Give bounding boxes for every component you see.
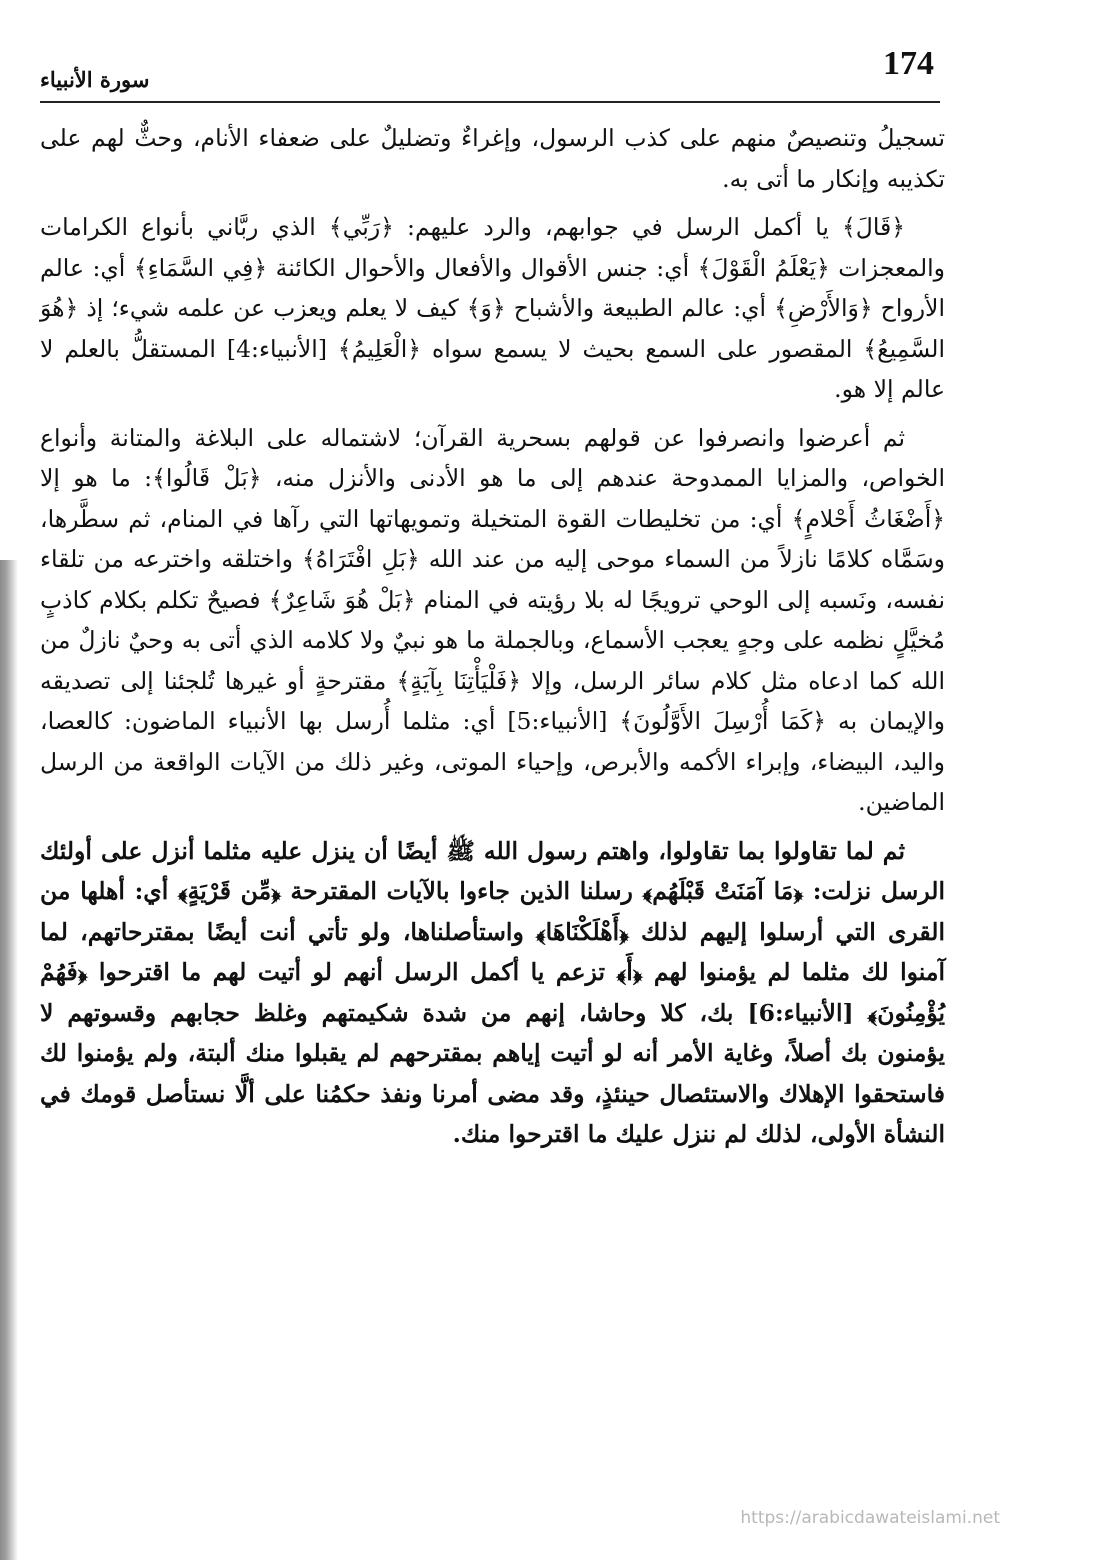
paragraph-2: ﴿قَالَ﴾ يا أكمل الرسل في جوابهم، والرد عليهم: ﴿رَبِّي﴾ الذي ربَّاني بأنواع الكرامات والمعجزات ﴿يَعْلَمُ الْقَوْلَ﴾ أي: جنس الأقوال والأفعال والأحوال الكائنة ﴿فِي السَّمَاءِ﴾ أي: عالم الأرواح ﴿وَالأَرْضِ﴾ أي: عالم الطبيعة والأشباح ﴿وَ﴾ كيف لا يعلم ويعزب عن علمه شيء؛ إذ ﴿هُوَ السَّمِيعُ﴾ المقصور على السمع بحيث لا يسمع سواه ﴿الْعَلِيمُ﴾ [الأنبياء:4] المستقلُّ بالعلم لا عالم إلا هو. xyxy=(40,213,945,403)
paragraph-3: ثم أعرضوا وانصرفوا عن قولهم بسحرية القرآن؛ لاشتماله على البلاغة والمتانة وأنواع الخواص، والمزايا الممدوحة عندهم إلى ما هو الأدنى والأنزل منه، ﴿بَلْ قَالُوا﴾: ما هو إلا ﴿أَضْغَاثُ أَحْلامٍ﴾ أي: من تخليطات القوة المتخيلة وتمويهاتها التي رآها في المنام، ثم سطَّرها، وسَمَّاه كلامًا نازلاً من السماء موحى إليه من عند الله ﴿بَلِ افْتَرَاهُ﴾ واختلقه واخترعه من تلقاء نفسه، ونَسبه إلى الوحي ترويجًا له بلا رؤيته في المنام ﴿بَلْ هُوَ شَاعِرٌ﴾ فصيحٌ تكلم بكلام كاذبٍ مُخيَّلٍ نظمه على وجهٍ يعجب الأسماع، وبالجملة ما هو نبيٌ ولا كلامه الذي أتى به وحيٌ نازلٌ من الله كما ادعاه مثل كلام سائر الرسل، وإلا ﴿فَلْيَأْتِنَا بِآيَةٍ﴾ مقترحةٍ أو غيرها تُلجئنا إلى تصديقه والإيمان به ﴿كَمَا أُرْسِلَ الأَوَّلُونَ﴾ [الأنبياء:5] أي: مثلما أُرسل بها الأنبياء الماضون: كالعصا، واليد، البيضاء، وإبراء الأكمه والأبرص، وإحياء الموتى، وغير ذلك من الآيات الواقعة من الرسل الماضين. xyxy=(40,423,945,816)
page-number: 174 xyxy=(883,45,934,82)
page-body xyxy=(40,118,945,1163)
paragraph-1: تسجيلُ وتنصيصٌ منهم على كذب الرسول، وإغراءٌ وتضليلٌ على ضعفاء الأنام، وحثٌّ لهم على تكذيبه وإنكار ما أتى به. xyxy=(40,124,945,193)
watermark-url: https://arabicdawateislami.net xyxy=(740,1508,1000,1528)
page-header xyxy=(40,45,940,103)
paragraph-4: ثم لما تقاولوا بما تقاولوا، واهتم رسول الله ﷺ أيضًا أن ينزل عليه مثلما أنزل على أولئك الرسل نزلت: ﴿مَا آمَنَتْ قَبْلَهُم﴾ رسلنا الذين جاءوا بالآيات المقترحة ﴿مِّن قَرْيَةٍ﴾ أي: أهلها من القرى التي أرسلوا إليهم لذلك ﴿أَهْلَكْنَاهَا﴾ واستأصلناها، ولو تأتي أنت أيضًا بمقترحاتهم، لما آمنوا لك مثلما لم يؤمنوا لهم ﴿أَ﴾ تزعم يا أكمل الرسل أنهم لو أتيت لهم ما اقترحوا ﴿فَهُمْ يُؤْمِنُونَ﴾ [الأنبياء:6] بك، كلا وحاشا، إنهم من شدة شكيمتهم وغلظ حجابهم وقسوتهم لا يؤمنون بك أصلاً، وغاية الأمر أنه لو أتيت إياهم بمقترحهم لم يقبلوا منك ألبتة، ولم يؤمنوا لك فاستحقوا الإهلاك والاستئصال حينئذٍ، وقد مضى أمرنا ونفذ حكمُنا على ألَّا نستأصل قومك في النشأة الأولى، لذلك لم ننزل عليك ما اقترحوا منك. xyxy=(40,836,946,1148)
surah-title: سورة الأنبياء xyxy=(40,67,150,92)
scan-edge-shadow xyxy=(0,560,18,1560)
